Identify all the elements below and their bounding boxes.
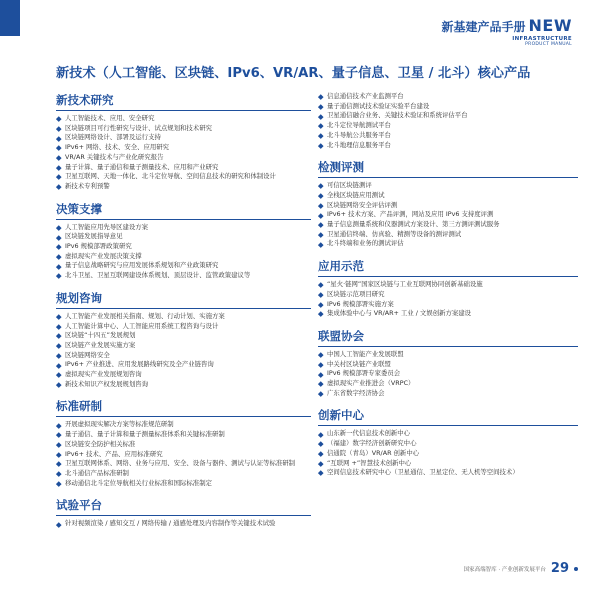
- section-divider: [56, 110, 311, 111]
- list-item: （福建）数字经济创新研究中心: [318, 439, 578, 449]
- section-title: 规划咨询: [56, 290, 102, 305]
- list-item: 区块链“十四五”发展规划: [56, 331, 311, 341]
- brand-en-line1: INFRASTRUCTURE: [512, 36, 572, 42]
- section-divider: [56, 515, 311, 516]
- page-footer: [464, 561, 578, 576]
- item-list: [56, 420, 311, 488]
- list-item: 量子通信、量子计算和量子测量标准体系和关键标准研制: [56, 430, 311, 440]
- list-item: 中关村区块链产业联盟: [318, 360, 578, 370]
- list-item: IPv6 规模部署政策研究: [56, 242, 311, 252]
- list-item: 移动通信北斗定位导航相关行业标准和国际标准制定: [56, 479, 311, 489]
- list-item: “星火·链网”国家区块链与工业互联网协同创新基础设施: [318, 280, 578, 290]
- section: [318, 159, 578, 249]
- list-item: 北斗终端和业务的测试评估: [318, 239, 578, 249]
- section-divider: [56, 308, 311, 309]
- section-divider: [318, 177, 578, 178]
- section-divider: [56, 219, 311, 220]
- list-item: 新技术专利预警: [56, 182, 311, 192]
- list-item: IPv6+ 技术方案、产品评测，网站及应用 IPv6 支持度评测: [318, 210, 578, 220]
- section-divider: [318, 346, 578, 347]
- section: [56, 398, 311, 488]
- list-item: IPv6 规模部署专家委员会: [318, 369, 578, 379]
- list-item: 区块链网络安全: [56, 351, 311, 361]
- brand-new-label: NEW: [528, 16, 572, 35]
- list-item: 量子信息战略研究与应用发展体系规划和产业政策研究: [56, 261, 311, 271]
- right-column: [318, 92, 578, 487]
- section: [56, 497, 311, 529]
- item-list: [318, 429, 578, 478]
- list-item: 区块链示范项目研究: [318, 290, 578, 300]
- section: [318, 92, 578, 150]
- list-item: 可信区块链测评: [318, 181, 578, 191]
- list-item: 北斗导航公共服务平台: [318, 131, 578, 141]
- list-item: 人工智能技术、应用、安全研究: [56, 114, 311, 124]
- item-list: [56, 114, 311, 192]
- list-item: 信息通信技术产业监测平台: [318, 92, 578, 102]
- section: [56, 201, 311, 281]
- list-item: 北斗通信产品标准研制: [56, 469, 311, 479]
- list-item: 区块链网络设计、部署及运行支持: [56, 133, 311, 143]
- list-item: 集成体验中心与 VR/AR+ 工业 / 文娱创新方案建设: [318, 309, 578, 319]
- list-item: IPv6+ 产业推进、应用发展路线研究及全产业链咨询: [56, 360, 311, 370]
- list-item: 卫星互联网、天地一体化、北斗定位导航、空间信息技术的研究和体制设计: [56, 172, 311, 182]
- left-column: [56, 92, 311, 538]
- section-title: 创新中心: [318, 408, 364, 423]
- list-item: 全栈区块链应用测试: [318, 191, 578, 201]
- section-title: 检测评测: [318, 160, 364, 175]
- item-list: [318, 92, 578, 150]
- section-title: 试验平台: [56, 498, 102, 513]
- item-list: [318, 280, 578, 319]
- list-item: IPv6+ 网络、技术、安全、应用研究: [56, 143, 311, 153]
- section-divider: [318, 276, 578, 277]
- list-item: 区块链发展指导意见: [56, 232, 311, 242]
- list-item: 卫星通信终端、仿真验、精测等设备的测评测试: [318, 230, 578, 240]
- section-divider: [56, 416, 311, 417]
- list-item: IPv6 规模部署实施方案: [318, 300, 578, 310]
- item-list: [56, 223, 311, 281]
- list-item: 北斗地理信息服务平台: [318, 141, 578, 151]
- section-title: 联盟协会: [318, 328, 364, 343]
- list-item: 针对视频渲染 / 感知交互 / 网络传输 / 通感处理及内容制作等关键技术试验: [56, 519, 311, 529]
- item-list: [318, 350, 578, 399]
- section: [318, 407, 578, 478]
- list-item: 量子通信测试技术验证实验平台建设: [318, 102, 578, 112]
- list-item: 人工智能计算中心、人工智能应用系统工程咨询与设计: [56, 322, 311, 332]
- section-title: 标准研制: [56, 399, 102, 414]
- list-item: 空间信息技术研究中心（卫星通信、卫星定位、无人机等空间技术）: [318, 468, 578, 478]
- list-item: 山东新一代信息技术创新中心: [318, 429, 578, 439]
- item-list: [318, 181, 578, 249]
- list-item: 开展虚拟现实解决方案等标准规范研制: [56, 420, 311, 430]
- list-item: 广东省数字经济协会: [318, 389, 578, 399]
- corner-accent-block: [0, 0, 20, 36]
- list-item: 人工智能产业发展相关指南、规划、行动计划、实施方案: [56, 312, 311, 322]
- list-item: 新技术知识产权发展规划咨询: [56, 380, 311, 390]
- section-title: 应用示范: [318, 259, 364, 274]
- list-item: 北斗定位导航测试平台: [318, 121, 578, 131]
- list-item: 区块链项目可行性研究与设计、试点规划和技术研究: [56, 124, 311, 134]
- list-item: 虚拟现实产业发展规划咨询: [56, 370, 311, 380]
- list-item: 区块链安全防护相关标准: [56, 440, 311, 450]
- section: [318, 328, 578, 399]
- footer-dot-icon: [574, 567, 578, 571]
- list-item: 虚拟现实产业推进会（VRPC）: [318, 379, 578, 389]
- list-item: IPv6+ 技术、产品、应用标准研究: [56, 450, 311, 460]
- list-item: 北斗卫星、卫星互联网建设体系规划、顶层设计、监管政策建议等: [56, 271, 311, 281]
- list-item: 量子信息测量系统和仪器测试方案设计、第三方测评测试服务: [318, 220, 578, 230]
- list-item: 中国人工智能产业发展联盟: [318, 350, 578, 360]
- list-item: VR/AR 关键技术与产业化研究报告: [56, 153, 311, 163]
- section: [56, 290, 311, 390]
- section-divider: [318, 425, 578, 426]
- list-item: 量子计算、量子通信和量子测量技术、应用和产业研究: [56, 163, 311, 173]
- brand-header: [442, 16, 572, 47]
- list-item: 卫星通信融合业务、关键技术验证和系统评估平台: [318, 111, 578, 121]
- section-title: 新技术研究: [56, 93, 114, 107]
- item-list: [56, 312, 311, 390]
- section: [56, 92, 311, 192]
- page-title: 新技术（人工智能、区块链、IPv6、VR/AR、量子信息、卫星 / 北斗）核心产品: [56, 66, 531, 81]
- item-list: [56, 519, 311, 529]
- list-item: 卫星互联网体系、网络、业务与应用、安全、设备与器件、测试与认证等标准研制: [56, 459, 311, 469]
- brand-en-line2: PRODUCT MANUAL: [525, 42, 572, 47]
- list-item: 信通院（青岛）VR/AR 创新中心: [318, 449, 578, 459]
- list-item: 虚拟现实产业发展决策支撑: [56, 252, 311, 262]
- brand-cn-title: 新基建产品手册: [441, 20, 526, 34]
- section: [318, 258, 578, 319]
- footer-text: 国家高端智库 · 产业创新发展平台: [463, 566, 546, 573]
- list-item: 区块链产业发展实施方案: [56, 341, 311, 351]
- page-number: 29: [550, 561, 569, 576]
- list-item: 人工智能应用先导区建设方案: [56, 223, 311, 233]
- section-title: 决策支撑: [56, 201, 102, 216]
- list-item: “互联网 +”智慧技术创新中心: [318, 459, 578, 469]
- list-item: 区块链网络安全评估评测: [318, 201, 578, 211]
